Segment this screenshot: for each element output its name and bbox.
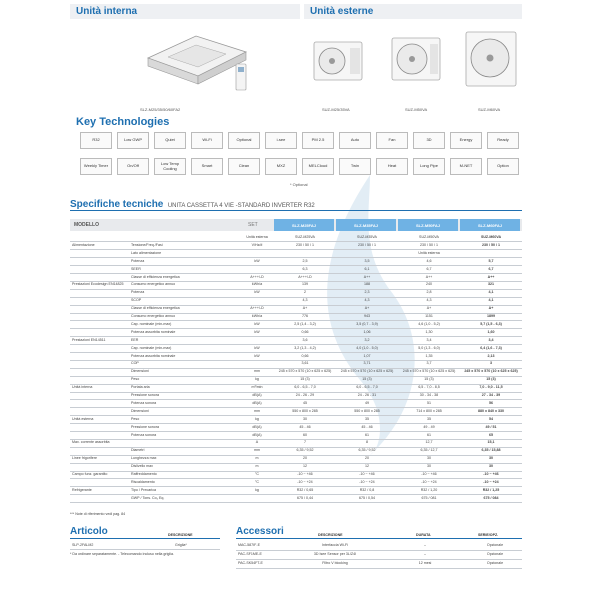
key-tech-icon: Quiet [154,132,186,149]
model-cell-4: SLZ-M60FAJ [460,219,520,231]
spec-unit: m³/min [251,385,263,390]
spec-value: 240 [426,282,432,287]
spec-label: Tipo / Precarica [131,487,157,492]
spec-unit: kW [254,329,260,334]
spec-group: Linee frigorifere [72,456,97,461]
spec-value: 245 x 570 x 570 (10 x 625 x 625) [340,369,394,374]
spec-unit: kWh/a [251,314,263,318]
spec-value: 24 - 26 - 29 [295,393,315,397]
spec-value: 3,4 [426,337,432,342]
spec-row-line [70,265,522,266]
spec-value: 8 [366,440,368,445]
spec-value: 1,06 [363,329,371,334]
spec-value: 1,35 [425,353,433,358]
spec-value: 245 x 570 x 570 (10 x 625 x 625) [278,369,332,374]
spec-value: 6,0 - 6,5 - 7,0 [356,385,378,390]
spec-value: 15 (3) [362,377,372,382]
spec-unit: mm [254,369,260,374]
accessori-col-desc: DESCRIZIONE [318,533,343,537]
key-tech-icon: R32 [80,132,112,149]
spec-value: 139 [302,282,308,287]
spec-value: 2 [304,290,306,295]
spec-group: Campo funz. garantito [72,472,108,476]
key-tech-icon: Option [487,158,519,175]
spec-value: -10 ~ +46 [359,472,375,476]
accessori-durata: – [424,543,426,547]
spec-value: 61 [427,432,431,437]
spec-value: 675 / 0,54 [359,495,375,500]
spec-unit: dB(A) [252,393,262,397]
spec-value: 2,13 [487,353,495,358]
specs-divider [70,210,522,211]
accessori-row-line [236,550,522,551]
spec-unit: kg [255,377,259,382]
spec-value: 7,0 - 9,0 - 11,5 [479,385,503,390]
key-tech-icon: Smart [191,158,223,175]
spec-group: Prestazioni EN14511 [72,337,106,342]
spec-value: 27 - 34 - 39 [481,393,501,397]
spec-value: 4,0 (1,0 - 5,0) [356,345,378,350]
accessori-serie: Opzionale [486,543,504,547]
spec-value: 230 / 50 / 1 [358,242,376,247]
spec-value: A+++/-D [298,274,312,279]
spec-value: R32 / 0,65 [296,487,314,492]
specs-header [70,194,522,208]
spec-value: 3,5 [364,258,370,263]
spec-label: Potenza assorbita nominale [131,353,176,358]
spec-value: A+ [488,306,494,311]
spec-value: SUZ-M50VA [419,235,439,239]
outdoor-title-bar: Unità esterne [304,4,522,19]
spec-value: 49 [365,400,369,405]
spec-unit: kWh/a [251,282,263,287]
accessori-code: MAC-587IF-E [238,543,260,547]
spec-value: 56 [489,400,493,405]
set-label: SET [248,222,258,228]
accessori-durata: – [424,552,426,556]
spec-label: SEER [131,266,141,271]
spec-unit: kg [255,487,259,492]
spec-value: 6,3 [302,266,308,271]
spec-value: A++ [487,274,495,279]
spec-label: COP [131,361,139,366]
spec-value: 1,60 [487,329,495,334]
spec-value: 0,66 [301,329,309,334]
spec-value: 3,61 [301,361,309,366]
specs-subtitle: UNITA CASSETTA 4 VIE -STANDARD INVERTER R32 [167,203,315,209]
spec-label: Pressione sonora [131,393,159,397]
accessori-col-durata: DURATA [416,533,431,537]
spec-value: 4,6 [426,258,432,263]
spec-value: 45 [303,400,307,405]
spec-label: Potenza [131,258,145,263]
key-tech-icon: MELCloud [302,158,334,175]
spec-value: 4,1 [488,290,494,295]
outdoor-unit-3-image [464,30,520,90]
key-tech-icon: MXZ [265,158,297,175]
spec-label: SCOP [131,298,142,303]
accessori-durata: 12 mesi [418,561,432,565]
spec-group: Alimentazione [72,242,95,247]
key-tech-icon: Low GWP [117,132,149,149]
spec-value: 4,3 [364,298,370,303]
spec-label: Peso [131,377,140,382]
spec-value: 776 [302,314,308,318]
spec-unit: Unità esterna [246,235,268,239]
model-cell-1: SLZ-M25FAJ [274,219,334,231]
spec-label: Potenza [131,290,145,295]
spec-value: 550 x 800 x 285 [354,408,380,413]
spec-value: 1899 [487,314,495,318]
spec-value: 61 [365,432,369,437]
key-tech-title: Key Technologies [76,116,170,128]
spec-unit: dB(A) [252,424,262,429]
key-tech-icon: M-NET [450,158,482,175]
articolo-title: Articolo [70,526,108,537]
spec-unit: A+++/-D [250,274,264,279]
spec-group: Unità esterna [72,416,94,421]
spec-value: 12,7 [425,440,433,445]
spec-value: 3,5 (0,7 - 3,9) [356,321,378,326]
optional-note: * Optional [290,182,308,187]
indoor-title-bar: Unità interna [70,4,300,19]
spec-unit: V/Hz/# [251,242,263,247]
key-tech-icon: i-see [265,132,297,149]
spec-label: Cap. nominale (min-max) [131,321,172,326]
spec-unit: dB(A) [252,432,262,437]
spec-value: 54 [489,416,493,421]
spec-label: Consumo energetico annuo [131,314,176,318]
spec-value: A++ [363,274,371,279]
spec-value: 12 [303,464,307,469]
spec-label: Lunghezza max [131,456,157,461]
spec-label: Cap. nominale (min-max) [131,345,172,350]
spec-unit: mm [254,408,260,413]
spec-value: 6,35 / 15,88 [481,448,501,453]
spec-value: 12 [365,464,369,469]
spec-value: -10 ~ +46 [297,472,313,476]
spec-row-line [70,431,522,432]
spec-label: Classe di efficienza energetica [131,274,180,279]
spec-value: 188 [364,282,370,287]
spec-value: -10 ~ +24 [359,479,375,484]
accessori-code: PAC-SF1ME-E [238,552,262,556]
spec-value: 6,35 / 9,52 [358,448,376,453]
spec-label: Portata aria [131,385,150,390]
spec-value: R32 / 0,8 [359,487,375,492]
spec-unit: °C [254,472,260,476]
accessori-desc: 3D Isee Sensor per 3L/Z4I [313,552,357,556]
spec-value: 51 [427,400,431,405]
spec-value: Unità esterna [418,250,440,255]
key-tech-icon: Auto [339,132,371,149]
key-tech-icon: Fan [376,132,408,149]
key-tech-icon: Low Temp Cooling [154,158,186,175]
spec-value: A+ [426,306,432,311]
spec-value: -10 ~ +24 [297,479,313,484]
spec-value: 6,7 [488,266,494,271]
model-cell-3: SLZ-M50FAJ [398,219,458,231]
spec-value: 60 [303,432,307,437]
specs-note: *** Note di riferimento vedi pag. 84 [70,512,126,516]
spec-row-line [70,273,522,274]
outdoor-caption-2: SUZ-M50VA [405,107,428,112]
spec-unit: kW [254,258,260,263]
spec-value: 20 [365,456,369,461]
articolo-row-line [70,549,220,550]
spec-value: 230 / 50 / 1 [420,242,438,247]
spec-value: 30 [427,456,431,461]
spec-label: Diametri [131,448,145,453]
accessori-desc: Filtro V blocking [322,561,348,565]
spec-value: 15 (3) [300,377,310,382]
spec-unit: m [255,456,259,461]
spec-label: Tensione/Freq./Fasi [131,242,163,247]
spec-value: 675 / 084 [483,495,499,500]
accessori-title: Accessori [236,526,284,537]
spec-unit: kW [254,290,260,295]
spec-value: 0,66 [301,353,309,358]
spec-value: 5,0 (1,3 - 6,0) [418,345,440,350]
spec-row-line [70,423,522,424]
spec-value: 2,8 [426,290,432,295]
spec-group: Refrigerante [72,487,92,492]
spec-value: SUZ-M25VA [295,235,315,239]
spec-row-line [70,502,522,503]
outdoor-unit-1-image [312,38,366,86]
spec-unit: m [255,464,259,469]
spec-value: 5,7 (1,5 - 6,3) [480,321,502,326]
spec-value: 714 x 800 x 285 [416,408,442,413]
spec-value: 675 / 081 [421,495,437,500]
articolo-code: SLP-2FALM2 [72,543,94,547]
key-tech-icon: Long Pipe [413,158,445,175]
key-tech-icon: 3D [413,132,445,149]
modello-label: MODELLO [74,222,99,228]
spec-value: 24 - 26 - 31 [357,393,377,397]
spec-value: SUZ-M35VA [357,235,377,239]
accessori-serie: Opzionale [486,561,504,565]
spec-value: R32 / 1,25 [482,487,500,492]
spec-value: 15 (3) [424,377,434,382]
accessori-row-line [236,559,522,560]
spec-value: 15,1 [487,440,495,445]
spec-value: SUZ-M60VA [480,235,502,239]
spec-value: 4,3 [302,298,308,303]
spec-value: 3,71 [363,361,371,366]
spec-row-line [70,439,522,440]
spec-value: 5,7 [488,258,494,263]
spec-value: 3,7 [426,361,432,366]
spec-value: -10 ~ +46 [483,472,499,476]
spec-value: 3,4 [488,337,494,342]
spec-value: 6,1 [364,266,370,271]
spec-value: R32 / 1,20 [420,487,438,492]
articolo-desc: Griglia* [175,543,187,547]
spec-label: Peso [131,416,140,421]
spec-label: Dimensioni [131,369,149,374]
spec-label: Lato alimentazione [131,250,162,255]
spec-label: GWP / Tons. Co₂ Eq. [131,495,165,500]
spec-value: 30 [489,464,493,469]
spec-value: 65 [489,432,493,437]
spec-unit: mm [254,448,260,453]
spec-value: 3 [490,361,492,366]
spec-value: 35 [365,416,369,421]
key-tech-icon: Wi-Fi [191,132,223,149]
spec-value: -10 ~ +24 [483,479,499,484]
accessori-row-line [236,568,522,569]
spec-value: 4,3 [426,298,432,303]
specs-title: Specifiche tecniche [70,199,164,210]
spec-value: -10 ~ +46 [421,472,437,476]
spec-value: 1,07 [363,353,371,358]
spec-value: 245 x 570 x 570 (10 x 625 x 625) [464,369,518,374]
spec-unit: kW [254,345,260,350]
spec-value: 6,4 (1,6 - 7,3) [480,345,502,350]
spec-group: Prestazioni Ecodesign EN14825 [72,282,124,287]
spec-label: Raffreddamento [131,472,157,476]
spec-value: 30 - 34 - 38 [419,393,439,397]
spec-value: 230 / 50 / 1 [482,242,500,247]
spec-row-line [70,344,522,345]
articolo-divider [70,538,220,539]
spec-value: 6,7 [426,266,432,271]
model-cell-2: SLZ-M35FAJ [336,219,396,231]
indoor-caption: SLZ-M25/35/50/60FA2 [140,107,181,112]
spec-value: 321 [488,282,494,287]
outdoor-caption-1: SUZ-M25/35VA [322,107,350,112]
spec-unit: A [255,440,259,445]
spec-value: 4,6 (1,0 - 5,2) [418,321,440,326]
spec-value: 230 / 50 / 1 [296,242,314,247]
spec-value: 880 x 840 x 330 [478,408,504,413]
key-tech-icon: On/Off [117,158,149,175]
spec-value: A++ [425,274,433,279]
spec-value: 15 (3) [486,377,496,382]
key-tech-icon: Heat [376,158,408,175]
spec-value: 6,0 - 6,5 - 7,0 [294,385,316,390]
spec-value: 550 x 800 x 285 [292,408,318,413]
spec-value: -10 ~ +24 [421,479,437,484]
spec-value: 30 [489,456,493,461]
spec-label: Consumo energetico annuo [131,282,176,287]
spec-group: Unità interna [72,385,93,390]
articolo-col-desc: DESCRIZIONE [168,533,193,537]
spec-value: 2,5 (1,4 - 3,2) [294,321,316,326]
spec-label: Classe di efficienza energetica [131,306,180,311]
spec-value: 49 / 51 [485,424,497,429]
key-tech-icon: Optional [228,132,260,149]
spec-group: Max. corrente assorbita [72,440,110,445]
key-tech-icon: Weekly Timer [80,158,112,175]
spec-value: 20 [303,456,307,461]
spec-value: 675 / 0,44 [297,495,313,500]
spec-label: Potenza assorbita nominale [131,329,176,334]
spec-value: A+ [364,306,370,311]
spec-label: EER [131,337,139,342]
accessori-divider [236,538,522,539]
key-tech-icon: Energy [450,132,482,149]
spec-label: Pressione sonora [131,424,159,429]
spec-value: 6,5 - 7,0 - 8,5 [418,385,440,390]
spec-label: Dimensioni [131,408,149,413]
spec-value: 45 - 46 [299,424,311,429]
spec-unit: kW [254,353,260,358]
spec-value: 1151 [425,314,433,318]
spec-label: Riscaldamento [131,479,155,484]
spec-value: 245 x 570 x 570 (10 x 625 x 625) [402,369,456,374]
accessori-desc: Interfaccia Wi-Fi [322,543,348,547]
spec-value: 943 [364,314,370,318]
indoor-cassette-image [138,24,258,102]
accessori-code: PAC-SK54FT-E [238,561,263,565]
spec-value: 30 [303,416,307,421]
spec-value: A+ [302,306,308,311]
spec-value: 30 [427,464,431,469]
key-tech-icon: Clean [228,158,260,175]
spec-unit: kW [254,321,260,326]
spec-value: 4,1 [488,298,494,303]
accessori-serie: Opzionale [486,552,504,556]
spec-unit: °C [254,479,260,484]
spec-value: 7 [304,440,306,445]
spec-value: 35 [427,416,431,421]
outdoor-caption-3: SUZ-M60VA [478,107,501,112]
key-tech-icon: Twin [339,158,371,175]
spec-value: 3,2 [364,337,370,342]
spec-value: 6,35 / 12,7 [420,448,438,453]
spec-value: 3,2 (1,3 - 4,2) [294,345,316,350]
spec-value: 2,5 [302,258,308,263]
spec-value: 6,35 / 9,52 [296,448,314,453]
key-tech-icon: PM 2.5 [302,132,334,149]
spec-value: 49 - 49 [423,424,435,429]
spec-value: 45 - 46 [361,424,373,429]
spec-unit: kg [255,416,259,421]
spec-value: 1,30 [425,329,433,334]
spec-label: Dislivello max [131,464,153,469]
spec-value: 2,3 [364,290,370,295]
accessori-col-serie: SERIE/OPZ. [478,533,499,537]
spec-value: 3,6 [302,337,308,342]
spec-label: Potenza sonora [131,400,157,405]
key-tech-icon: Ready [487,132,519,149]
articolo-note: * Da ordinare separatamente. - Telecomando incluso nella griglia. [70,552,175,556]
spec-unit: A+++/-D [250,306,264,311]
outdoor-unit-2-image [390,34,444,86]
spec-unit: dB(A) [252,400,262,405]
spec-label: Potenza sonora [131,432,157,437]
spec-row-line [70,352,522,353]
